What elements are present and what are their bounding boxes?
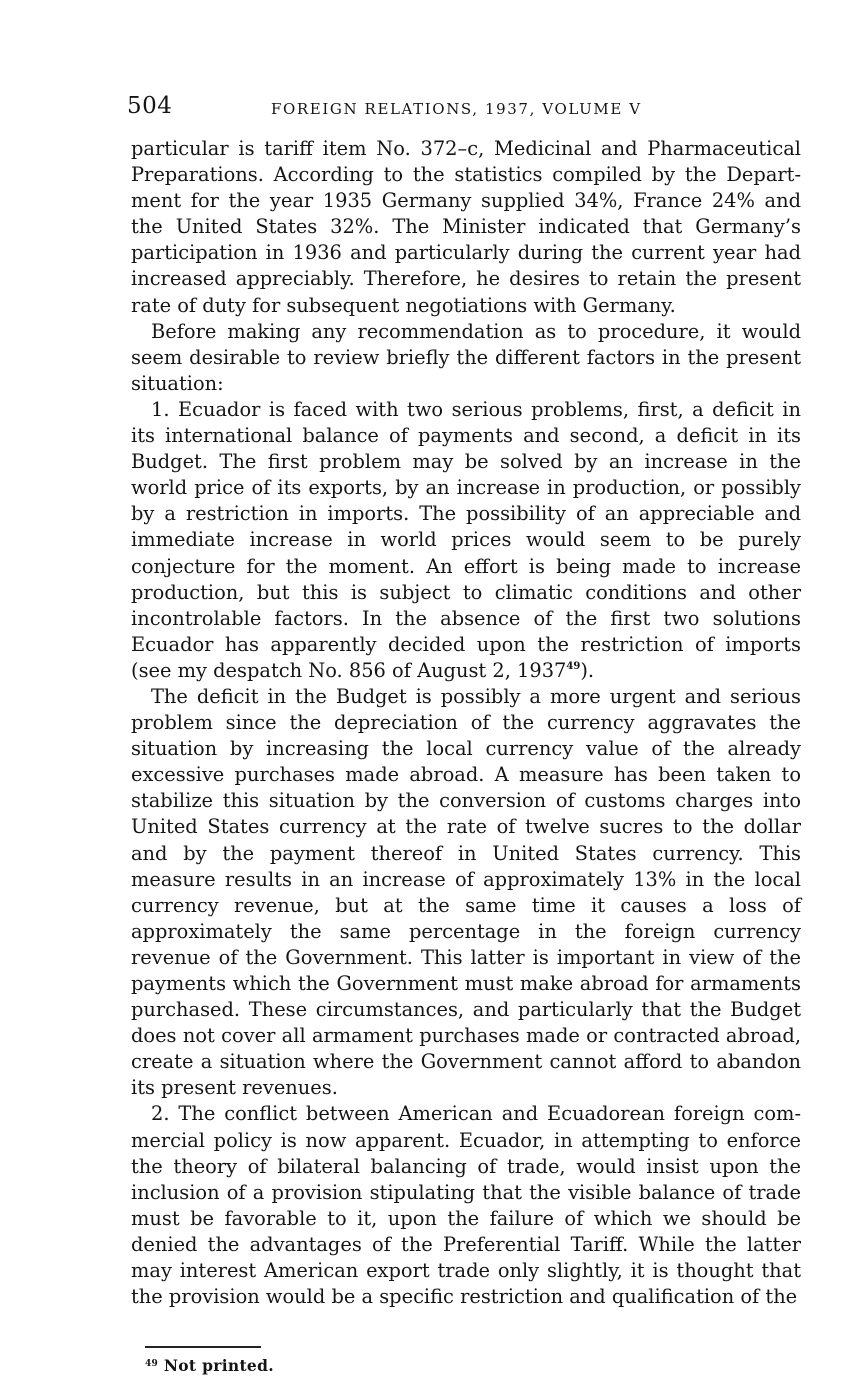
footnote-text: Not printed. (163, 1356, 274, 1376)
body-text (131, 136, 801, 1310)
footnote-reference: 49 (566, 660, 581, 672)
footnote-marker: 49 (145, 1359, 159, 1370)
page-number: 504 (127, 93, 173, 119)
paragraph-review-factors: Before making any recommendation as to procedure, it would seem desirable to review briefly the different factors in the present situation: (131, 319, 801, 395)
paragraph-ecuador-problems-end: ). (580, 658, 595, 682)
footnote-divider (145, 1346, 261, 1348)
paragraph-policy-conflict: 2. The conflict between American and Ecuadorean foreign commercial policy is now apparent. Ecuador, in attempting to enforce the theory of bilateral balancing of trade, would insist upon the inclusion of a provision stipulating that the visible balance of trade must be favorable to it, upon the failure of which we should be denied the advantages of the Preferential Tariff. While the latter may interest American export trade only slightly, it is thought that the provision would be a specific restriction and qualification of the (131, 1102, 801, 1309)
paragraph-ecuador-problems (131, 397, 801, 684)
document-page (127, 88, 801, 1376)
running-header (127, 88, 801, 124)
paragraph-tariff-item: particular is tariff item No. 372–c, Medicinal and Pharmaceutical Preparations. According to the statistics compiled by the Department for the year 1935 Germany supplied 34%, France 24% and the United States 32%. The Minister indicated that Germany’s participation in 1936 and particularly during the current year had increased appreciably. Therefore, he desires to retain the present rate of duty for subsequent negotiations with Germany. (131, 137, 801, 317)
footnote (145, 1356, 801, 1375)
paragraph-ecuador-problems-text: 1. Ecuador is faced with two serious problems, first, a deficit in its international balance of payments and second, a deficit in its Budget. The first problem may be solved by an increase in the world price of its exports, by an increase in production, or possibly by a restriction in imports. The possibility of an appreciable and immediate increase in world prices would seem to be purely conjecture for the moment. An effort is being made to increase production, but this is subject to climatic conditions and other incontrolable factors. In the absence of the first two solutions Ecuador has apparently decided upon the restriction of imports (see my despatch No. 856 of August 2, 1937 (131, 397, 801, 682)
paragraph-budget-deficit: The deficit in the Budget is possibly a more urgent and serious problem since the depreciation of the currency aggravates the situation by increasing the local currency value of the already excessive purchases made abroad. A measure has been taken to stabilize this situation by the conversion of customs charges into United States currency at the rate of twelve sucres to the dollar and by the payment thereof in United States currency. This measure results in an increase of approximately 13% in the local currency revenue, but at the same time it causes a loss of approximately the same percentage in the foreign currency revenue of the Government. This latter is important in view of the payments which the Government must make abroad for armaments purchased. These circumstances, and particularly that the Budget does not cover all armament purchases made or contracted abroad, create a situation where the Government cannot afford to abandon its present revenues. (131, 684, 801, 1100)
running-title: FOREIGN RELATIONS, 1937, VOLUME V (271, 100, 642, 118)
